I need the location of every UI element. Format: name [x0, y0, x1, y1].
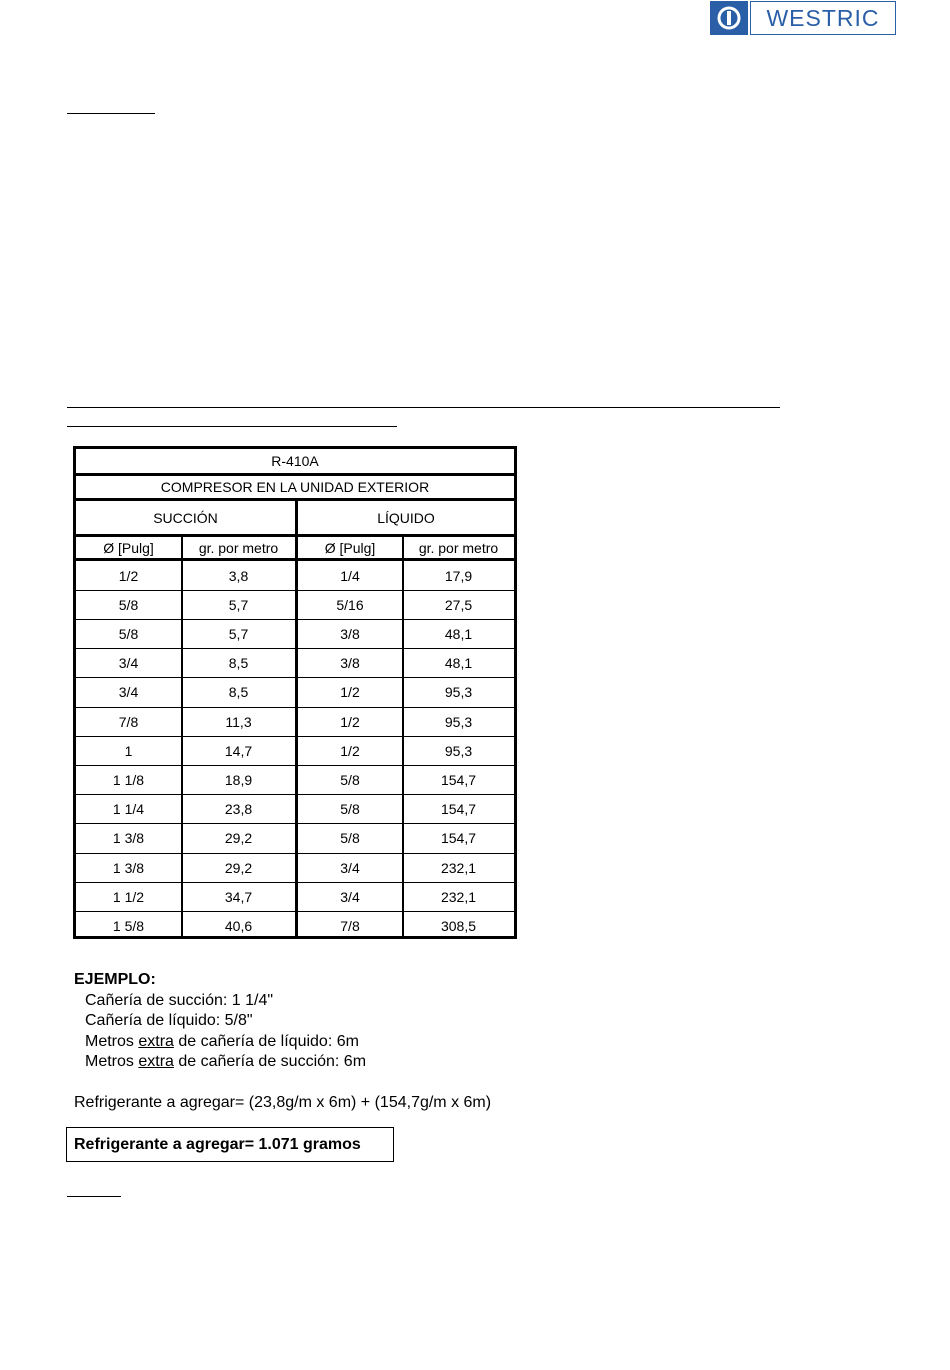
col-liquid-grams: gr. por metro [418, 539, 499, 556]
table-cell: 154,7 [440, 830, 477, 847]
table-cell: 5,7 [228, 625, 249, 642]
table-cell: 17,9 [444, 567, 473, 584]
table-cell: 11,3 [225, 713, 252, 730]
table-cell: 5/16 [336, 596, 364, 613]
refrigerant-table [73, 446, 517, 939]
table-cell: 7/8 [118, 713, 139, 730]
heading-underline-short [67, 426, 397, 427]
table-cell: 27,5 [444, 596, 473, 613]
table-cell: 1 1/8 [112, 771, 145, 788]
table-cell: 1 5/8 [112, 917, 145, 934]
table-cell: 1 3/8 [112, 830, 145, 847]
grid-line [76, 473, 514, 476]
table-cell: 1 [124, 742, 133, 759]
table-cell: 3/8 [340, 625, 360, 642]
table-cell: 29,2 [224, 830, 253, 847]
table-cell: 232,1 [440, 859, 477, 876]
grid-line [181, 534, 183, 936]
table-cell: 1/2 [118, 567, 139, 584]
table-subtitle: COMPRESOR EN LA UNIDAD EXTERIOR [160, 478, 430, 495]
col-suction-diameter: Ø [Pulg] [103, 539, 154, 556]
text: de cañería de succión: 6m [173, 1053, 367, 1070]
table-cell: 154,7 [440, 801, 477, 818]
col-suction-grams: gr. por metro [198, 539, 279, 556]
table-cell: 34,7 [224, 888, 253, 905]
westric-logo [710, 1, 896, 35]
table-cell: 3/4 [118, 655, 139, 672]
table-cell: 23,8 [224, 801, 253, 818]
table-cell: 5/8 [340, 771, 360, 788]
table-cell: 1/2 [340, 684, 360, 701]
example-line-liquid: Cañería de líquido: 5/8" [85, 1012, 253, 1029]
table-cell: 5,7 [228, 596, 249, 613]
table-cell: 5/8 [118, 625, 139, 642]
table-cell: 29,2 [224, 859, 253, 876]
heading-underline-top [67, 113, 155, 114]
table-cell: 154,7 [440, 771, 477, 788]
table-cell: 232,1 [440, 888, 477, 905]
table-cell: 5/8 [340, 801, 360, 818]
example-line-extra-liquid [85, 1033, 359, 1051]
table-cell: 1/4 [340, 567, 360, 584]
table-cell: 48,1 [444, 625, 473, 642]
grid-line [402, 534, 404, 936]
power-symbol-icon [710, 1, 748, 35]
col-liquid-diameter: Ø [Pulg] [324, 539, 376, 556]
table-cell: 48,1 [444, 655, 473, 672]
table-title: R-410A [271, 453, 319, 469]
text: Metros [85, 1053, 139, 1070]
example-result: Refrigerante a agregar= 1.071 gramos [66, 1127, 394, 1162]
table-cell: 1 1/2 [112, 888, 145, 905]
example-formula: Refrigerante a agregar= (23,8g/m x 6m) + (154,7g/m x 6m) [74, 1094, 492, 1111]
table-cell: 40,6 [224, 917, 253, 934]
table-cell: 95,3 [444, 742, 473, 759]
grid-line [295, 501, 298, 936]
table-cell: 3/4 [340, 859, 360, 876]
table-cell: 5/8 [340, 830, 360, 847]
table-cell: 3/4 [340, 888, 360, 905]
text-underlined: extra [138, 1053, 174, 1070]
example-line-extra-suction [85, 1053, 366, 1071]
table-cell: 18,9 [224, 771, 253, 788]
table-cell: 95,3 [444, 684, 473, 701]
heading-underline-bottom [67, 1196, 121, 1197]
example-title: EJEMPLO: [74, 971, 156, 988]
text: de cañería de líquido: 6m [173, 1033, 359, 1050]
group-liquid: LÍQUIDO [377, 509, 435, 526]
table-cell: 3,8 [228, 567, 249, 584]
table-cell: 14,7 [224, 742, 253, 759]
table-cell: 3/8 [340, 655, 360, 672]
table-cell: 8,5 [228, 655, 249, 672]
table-cell: 1/2 [340, 742, 360, 759]
example-line-suction: Cañería de succión: 1 1/4" [85, 992, 274, 1009]
table-cell: 7/8 [340, 917, 360, 934]
table-cell: 95,3 [444, 713, 473, 730]
heading-underline-long [67, 407, 780, 408]
table-cell: 5/8 [118, 596, 139, 613]
table-cell: 308,5 [440, 917, 477, 934]
brand-name: WESTRIC [750, 1, 896, 35]
table-cell: 1 1/4 [112, 801, 145, 818]
text: Metros [85, 1033, 139, 1050]
group-suction: SUCCIÓN [153, 509, 218, 526]
table-cell: 1 3/8 [112, 859, 145, 876]
table-cell: 1/2 [340, 713, 360, 730]
table-cell: 3/4 [118, 684, 139, 701]
table-cell: 8,5 [228, 684, 249, 701]
text-underlined: extra [138, 1033, 174, 1050]
